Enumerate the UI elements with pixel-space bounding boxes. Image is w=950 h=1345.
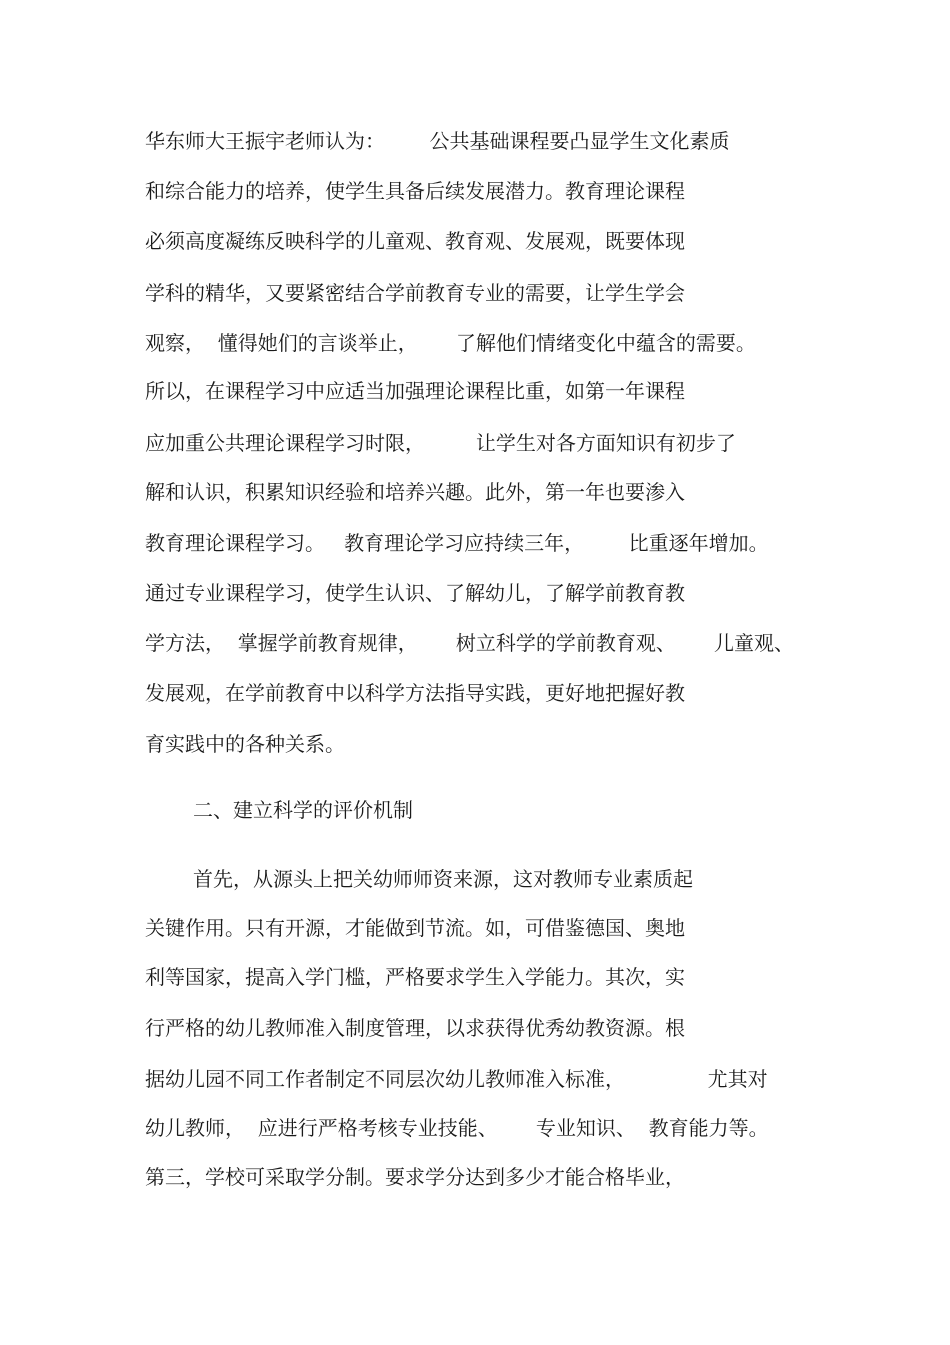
text-line: 所以，在课程学习中应适当加强理论课程比重，如第一年课程: [145, 379, 685, 403]
text-line: 发展观，在学前教育中以科学方法指导实践，更好地把握好教: [145, 681, 685, 705]
text-line: 关键作用。只有开源，才能做到节流。如，可借鉴德国、奥地: [145, 916, 685, 940]
text-line: 幼儿教师， 应进行严格考核专业技能、 专业知识、 教育能力等。: [145, 1116, 769, 1140]
text-line: 利等国家，提高入学门槛，严格要求学生入学能力。其次，实: [145, 965, 685, 989]
text-line: 学科的精华，又要紧密结合学前教育专业的需要，让学生学会: [145, 281, 685, 305]
text-line: 育实践中的各种关系。: [145, 732, 345, 756]
text-line: 教育理论课程学习。 教育理论学习应持续三年， 比重逐年增加。: [145, 531, 769, 555]
text-line: 解和认识，积累知识经验和培养兴趣。此外，第一年也要渗入: [145, 480, 685, 504]
text-line: 通过专业课程学习，使学生认识、了解幼儿，了解学前教育教: [145, 581, 685, 605]
text-line: 学方法， 掌握学前教育规律， 树立科学的学前教育观、 儿童观、: [145, 631, 795, 655]
text-line: 第三，学校可采取学分制。要求学分达到多少才能合格毕业，: [145, 1165, 685, 1189]
text-line: 首先，从源头上把关幼师师资来源，这对教师专业素质起: [193, 867, 693, 891]
text-line: 华东师大王振宇老师认为： 公共基础课程要凸显学生文化素质: [145, 129, 730, 153]
text-line: 必须高度凝练反映科学的儿童观、教育观、发展观，既要体现: [145, 229, 685, 253]
text-line: 据幼儿园不同工作者制定不同层次幼儿教师准入标准， 尤其对: [145, 1067, 768, 1091]
text-line: 行严格的幼儿教师准入制度管理，以求获得优秀幼教资源。根: [145, 1016, 685, 1040]
section-heading: 二、建立科学的评价机制: [193, 798, 413, 822]
text-line: 应加重公共理论课程学习时限， 让学生对各方面知识有初步了: [145, 431, 736, 455]
text-line: 观察， 懂得她们的言谈举止， 了解他们情绪变化中蕴含的需要。: [145, 331, 756, 355]
text-line: 和综合能力的培养，使学生具备后续发展潜力。教育理论课程: [145, 179, 685, 203]
